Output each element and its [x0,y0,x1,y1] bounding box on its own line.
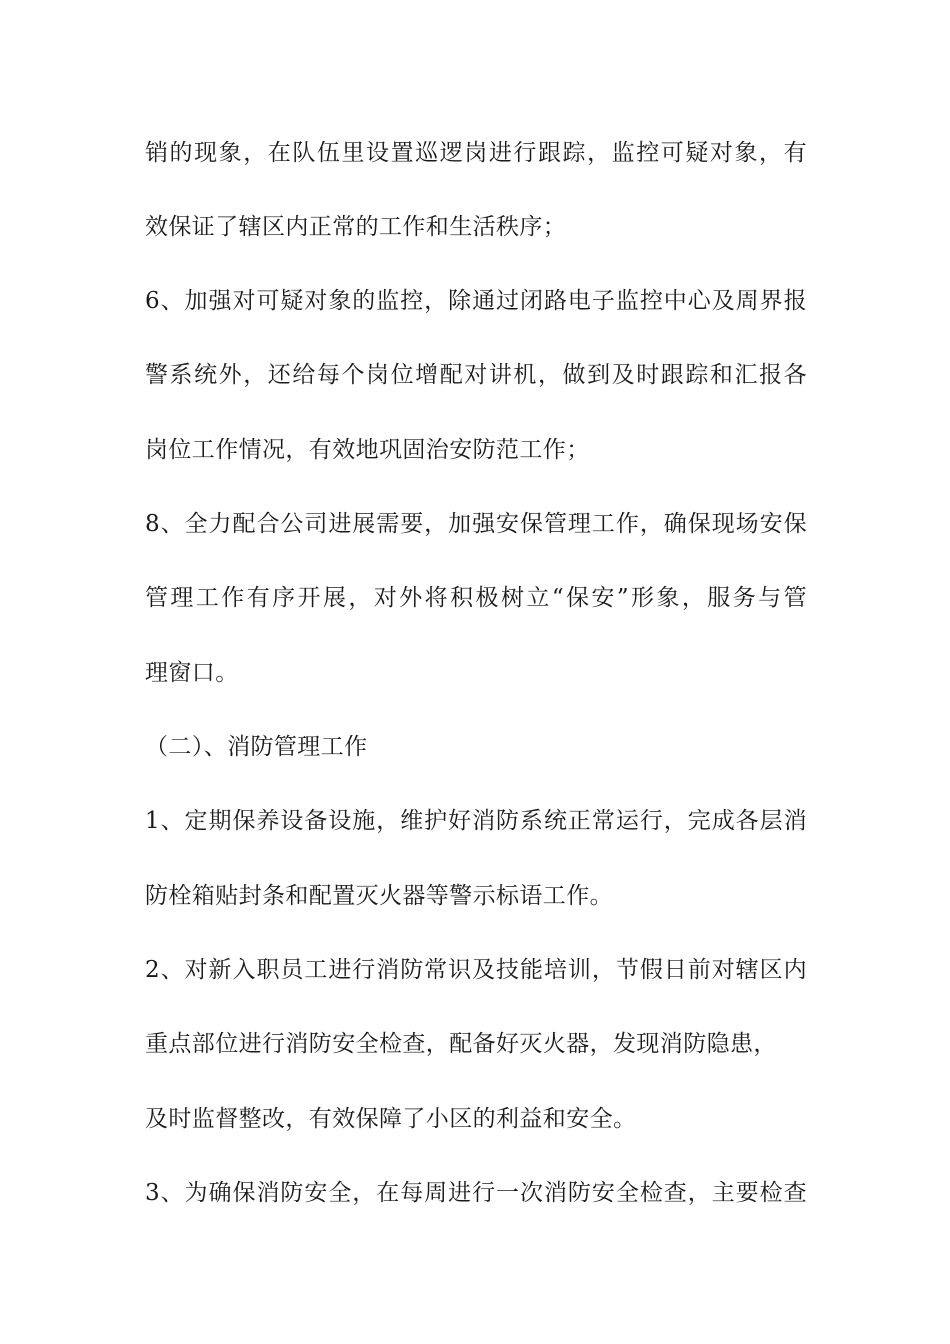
text-line-4: 警系统外，还给每个岗位增配对讲机，做到及时跟踪和汇报各 [145,362,807,388]
text-line-3: 6、加强对可疑对象的监控，除通过闭路电子监控中心及周界报 [145,288,807,314]
text-line-6: 8、全力配合公司进展需要，加强安保管理工作，确保现场安保 [145,511,807,537]
section-heading: （二）、消防管理工作 [145,734,368,760]
text-line-8: 理窗口。 [145,660,239,686]
text-line-12: 2、对新入职员工进行消防常识及技能培训，节假日前对辖区内 [145,957,807,983]
text-line-14: 及时监督整改，有效保障了小区的利益和安全。 [145,1106,637,1132]
text-line-7: 管理工作有序开展，对外将积极树立“保安”形象，服务与管 [145,585,807,611]
text-line-11: 防栓箱贴封条和配置灭火器等警示标语工作。 [145,883,613,909]
text-line-5: 岗位工作情况，有效地巩固治安防范工作； [145,437,590,463]
text-line-1: 销的现象，在队伍里设置巡逻岗进行跟踪，监控可疑对象，有 [145,140,807,166]
text-line-10: 1、定期保养设备设施，维护好消防系统正常运行，完成各层消 [145,808,807,834]
text-line-15: 3、为确保消防安全，在每周进行一次消防安全检查，主要检查 [145,1180,807,1206]
text-line-13: 重点部位进行消防安全检查，配备好灭火器，发现消防隐患， [145,1031,777,1057]
text-line-2: 效保证了辖区内正常的工作和生活秩序； [145,214,567,240]
